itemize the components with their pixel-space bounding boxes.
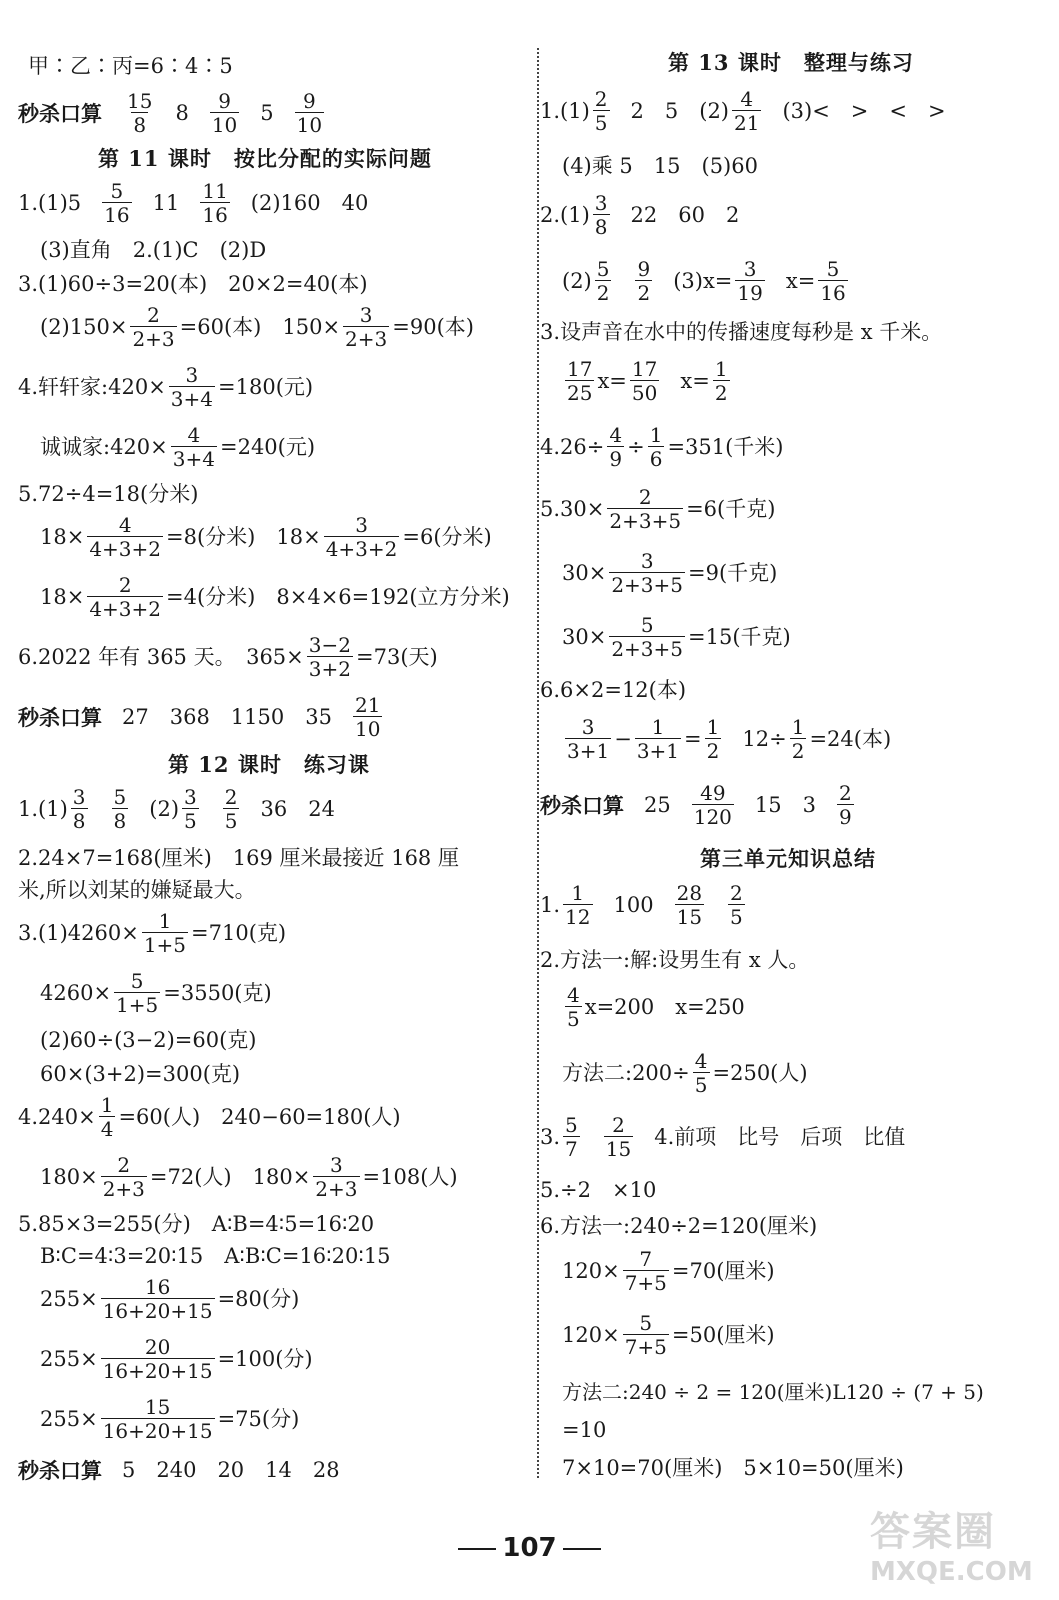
fraction: $\frac{3}{4+3+2}$ <box>325 513 398 561</box>
r5-line-b: B∶C=4∶3=20∶15 A∶B∶C=16∶20∶15 <box>40 1244 391 1268</box>
fraction: 5 16 <box>104 179 130 227</box>
mental-math-label: 秒杀口算 <box>18 100 102 126</box>
r5-line-d: 255× $\frac{20}{16+20+15}$ =100(分) <box>40 1335 313 1383</box>
mental-math-label: 秒杀口算 <box>18 704 102 730</box>
b5-line: 5.÷2 ×10 <box>540 1178 657 1202</box>
fraction: 17 25 <box>567 357 593 405</box>
b6-line-b: 120× $\frac{7}{7+5}$ =70(厘米) <box>562 1247 775 1295</box>
fraction: 2 9 <box>839 781 852 829</box>
fraction: $\frac{1}{4}$ <box>100 1093 114 1141</box>
mental-math-1 <box>18 90 327 136</box>
fraction: $\frac{17}{50}$ <box>631 357 658 405</box>
fraction: $\frac{3}{2+3+5}$ <box>611 549 684 597</box>
a3-line: 3.设声音在水中的传播速度每秒是 x 千米。 <box>540 320 943 344</box>
fraction: 5 7 <box>565 1113 578 1161</box>
page-dash <box>458 1548 496 1550</box>
fraction: 9 10 <box>296 89 323 137</box>
watermark-title: 答案圈 <box>870 1509 996 1555</box>
fraction: $\frac{5}{1+5}$ <box>116 969 159 1017</box>
section-title-12: 第 12 课时 练习课 <box>168 752 370 777</box>
fraction: 49 120 <box>693 781 732 829</box>
mental-math-4: 秒杀口算 25 49 120 15 3 2 9 <box>540 781 852 829</box>
mm-value: 8 <box>175 100 189 125</box>
r4-line-b: 180× $\frac{2}{2+3}$ =72(人) 180× $\frac{3}{2+3}$ =108(人) <box>40 1153 458 1201</box>
fraction: $\frac{2}{2+3}$ <box>102 1153 145 1201</box>
a3-line-b: 17 25 x= $\frac{17}{50}$ x= $\frac{1}{2}$ <box>567 357 728 405</box>
fraction: 3 3+1 <box>567 715 610 763</box>
fraction: 3 8 <box>72 785 86 833</box>
r5-line-a: 5.85×3=255(分) A∶B=4∶5=16∶20 <box>18 1212 375 1236</box>
q1-line-b: (3)直角 2.(1)C (2)D <box>40 238 267 262</box>
fraction: 3 5 <box>184 785 197 833</box>
fraction: 2 5 <box>730 881 743 929</box>
q5-line-a: 5.72÷4=18(分米) <box>18 482 199 506</box>
r2-line-b: 米,所以刘某的嫌疑最大。 <box>18 878 256 902</box>
fraction: $\frac{3-2}{3+2}$ <box>308 633 351 681</box>
q1-line-a: 1.(1)5 5 16 11 11 16 (2)160 40 <box>18 179 369 227</box>
fraction: $\frac{1}{2}$ <box>791 715 805 763</box>
fraction: 1 12 <box>565 881 591 929</box>
b6-line-e: =10 <box>562 1418 607 1442</box>
fraction: 4 21 <box>734 87 760 135</box>
r4-line-a: 4.240× $\frac{1}{4}$ =60(人) 240−60=180(人) <box>18 1093 401 1141</box>
fraction: $\frac{2}{2+3}$ <box>132 303 175 351</box>
r2-line-a: 2.24×7=168(厘米) 169 厘米最接近 168 厘 <box>18 846 459 870</box>
q4-line-a: 4.轩轩家:420× $\frac{3}{3+4}$ =180(元) <box>18 363 314 411</box>
b6-line-f: 7×10=70(厘米) 5×10=50(厘米) <box>562 1456 904 1480</box>
fraction: $\frac{20}{16+20+15}$ <box>102 1335 213 1383</box>
b2-line-b: 4 5 x=200 x=250 <box>567 983 745 1031</box>
fraction: 9 10 <box>211 89 238 137</box>
fraction: $\frac{3}{2+3}$ <box>315 1153 358 1201</box>
fraction: $\frac{3}{3+4}$ <box>170 363 214 411</box>
b1-line: 1. 1 12 100 28 15 2 5 <box>540 881 743 929</box>
mm-value: 5 <box>260 100 274 125</box>
a6-line-b: 3 3+1 − $\frac{1}{3+1}$ = $\frac{1}{2}$ 12÷ $\frac{1}{2}$ =24(本) <box>567 715 892 763</box>
fraction: 3 8 <box>594 191 608 239</box>
fraction: $\frac{2}{2+3+5}$ <box>609 485 682 533</box>
mental-math-label: 秒杀口算 <box>540 792 624 818</box>
a2-line: 2.(1) 3 8 22 60 2 <box>540 191 740 239</box>
a6-line-a: 6.6×2=12(本) <box>540 678 687 702</box>
fraction: 5 2 <box>596 257 610 305</box>
a1-line: 1.(1) 2 5 2 5 (2) 4 21 (3)< > < > <box>540 87 946 135</box>
fraction: $\frac{1}{6}$ <box>649 423 663 471</box>
r3-line-d: 60×(3+2)=300(克) <box>40 1062 241 1086</box>
column-divider <box>537 48 539 1478</box>
r5-line-e: 255× $\frac{15}{16+20+15}$ =75(分) <box>40 1395 300 1443</box>
fraction: $\frac{7}{7+5}$ <box>624 1247 667 1295</box>
fraction: 4 5 <box>567 983 580 1031</box>
section-title-13: 第 13 课时 整理与练习 <box>668 50 914 75</box>
fraction: 21 10 <box>354 693 381 741</box>
fraction: $\frac{4}{4+3+2}$ <box>89 513 162 561</box>
page-dash <box>563 1548 601 1550</box>
b3-line: 3. 5 7 2 15 4.前项 比号 后项 比值 <box>540 1113 906 1161</box>
r5-line-c: 255× $\frac{16}{16+20+15}$ =80(分) <box>40 1275 300 1323</box>
fraction: 5 8 <box>113 785 127 833</box>
r3-line-c: (2)60÷(3−2)=60(克) <box>40 1028 257 1052</box>
fraction: 15 8 <box>127 89 153 137</box>
ratio-line: 甲∶乙∶丙=6∶4∶5 <box>28 54 233 78</box>
fraction: $\frac{3}{19}$ <box>737 257 763 305</box>
r3-line-b: 4260× $\frac{5}{1+5}$ =3550(克) <box>40 969 272 1017</box>
section-title-summary: 第三单元知识总结 <box>700 846 876 871</box>
fraction: 2 5 <box>594 87 608 135</box>
a2-line-b: (2) 5 2 9 2 (3)x= $\frac{3}{19}$ x= $\frac{5}{16}$ <box>562 257 846 305</box>
fraction: $\frac{1}{2}$ <box>706 715 720 763</box>
q6-line: 6.2022 年有 365 天。 365× $\frac{3-2}{3+2}$ =73(天) <box>18 633 438 681</box>
fraction: $\frac{1}{2}$ <box>714 357 728 405</box>
fraction: $\frac{5}{16}$ <box>820 257 846 305</box>
q3-line-a: 3.(1)60÷3=20(本) 20×2=40(本) <box>18 272 368 296</box>
fraction: $\frac{16}{16+20+15}$ <box>102 1275 213 1323</box>
fraction: $\frac{5}{7+5}$ <box>624 1311 667 1359</box>
page-number-value: 107 <box>502 1533 557 1563</box>
q5-line-b: 18× $\frac{4}{4+3+2}$ =8(分米) 18× $\frac{3}{4+3+2}$ =6(分米) <box>40 513 492 561</box>
a5-line-a: 5.30× $\frac{2}{2+3+5}$ =6(千克) <box>540 485 776 533</box>
a5-line-b: 30× $\frac{3}{2+3+5}$ =9(千克) <box>562 549 778 597</box>
mental-math-2: 秒杀口算 27 368 1150 35 21 10 <box>18 693 381 741</box>
b6-line-a: 6.方法一:240÷2=120(厘米) <box>540 1214 818 1238</box>
watermark-url: MXQE.COM <box>870 1557 1033 1587</box>
b6-line-d: 方法二:240 ÷ 2 = 120(厘米)L120 ÷ (7 + 5) <box>562 1380 984 1404</box>
fraction: 11 16 <box>202 179 228 227</box>
r1-line: 1.(1) 3 8 5 8 (2) 3 5 2 5 36 24 <box>18 785 335 833</box>
b2-line: 2.方法一:解:设男生有 x 人。 <box>540 948 810 972</box>
fraction: $\frac{4}{3+4}$ <box>172 423 215 471</box>
fraction: $\frac{4}{5}$ <box>694 1049 708 1097</box>
a1-line-b: (4)乘 5 15 (5)60 <box>562 154 758 178</box>
mental-math-label: 秒杀口算 <box>18 1458 102 1483</box>
b2-line-c: 方法二:200÷ $\frac{4}{5}$ =250(人) <box>562 1049 808 1097</box>
fraction: $\frac{1}{1+5}$ <box>143 909 187 957</box>
fraction: $\frac{15}{16+20+15}$ <box>102 1395 213 1443</box>
a5-line-c: 30× $\frac{5}{2+3+5}$ =15(千克) <box>562 613 791 661</box>
r3-line-a: 3.(1)4260× $\frac{1}{1+5}$ =710(克) <box>18 909 287 957</box>
fraction: $\frac{4}{9}$ <box>609 423 623 471</box>
a4-line: 4.26÷ $\frac{4}{9}$ ÷ $\frac{1}{6}$ =351(千米) <box>540 423 784 471</box>
fraction: 2 15 <box>605 1113 632 1161</box>
fraction: 2 5 <box>224 785 238 833</box>
section-title-11: 第 11 课时 按比分配的实际问题 <box>98 146 432 171</box>
mental-math-3: 秒杀口算 5 240 20 14 28 <box>18 1458 340 1483</box>
watermark-logo <box>870 1500 1045 1590</box>
b6-line-c: 120× $\frac{5}{7+5}$ =50(厘米) <box>562 1311 775 1359</box>
fraction: 28 15 <box>676 881 703 929</box>
fraction: $\frac{2}{4+3+2}$ <box>89 573 162 621</box>
fraction: 9 2 <box>637 257 651 305</box>
fraction: $\frac{1}{3+1}$ <box>636 715 680 763</box>
q3-line-b: (2)150× $\frac{2}{2+3}$ =60(本) 150× $\frac{3}{2+3}$ =90(本) <box>40 303 474 351</box>
q5-line-c: 18× $\frac{2}{4+3+2}$ =4(分米) 8×4×6=192(立方分米) <box>40 573 510 621</box>
fraction: $\frac{5}{2+3+5}$ <box>611 613 684 661</box>
fraction: $\frac{3}{2+3}$ <box>345 303 388 351</box>
q4-line-b: 诚诚家:420× $\frac{4}{3+4}$ =240(元) <box>40 423 316 471</box>
